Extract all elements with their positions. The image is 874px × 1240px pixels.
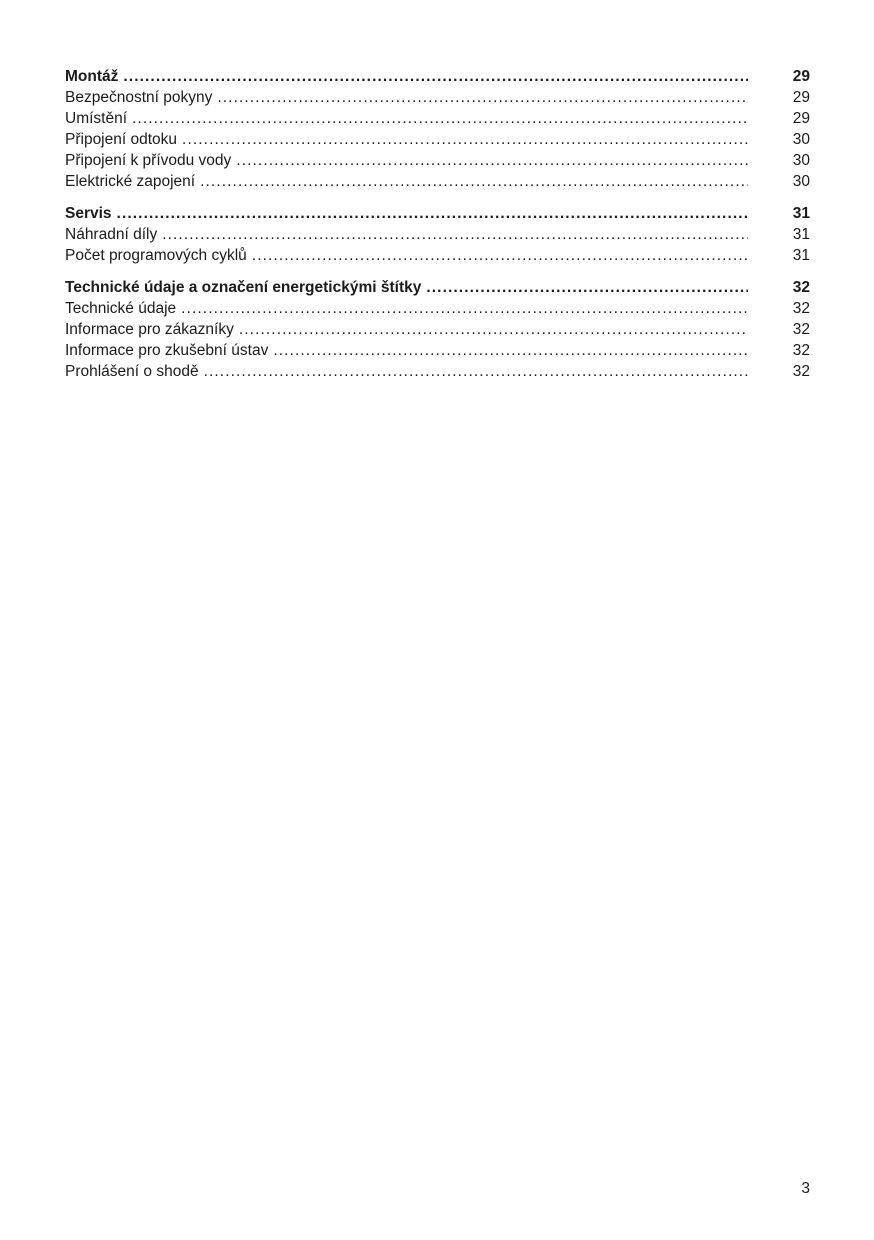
toc-entry-label: Technické údaje [65, 300, 177, 317]
toc-entry-label: Počet programových cyklů [65, 247, 247, 264]
toc-item-row [65, 150, 810, 171]
dotted-leader [182, 129, 748, 150]
toc-entry-page: 29 [792, 110, 810, 127]
dotted-leader [162, 224, 748, 245]
toc-item-row [65, 245, 810, 266]
toc-entry-label: Připojení k přívodu vody [65, 152, 232, 169]
toc-entry-page: 32 [792, 300, 810, 317]
toc-item-row [65, 340, 810, 361]
toc-entry-label: Náhradní díly [65, 226, 158, 243]
toc-item-row [65, 224, 810, 245]
toc-entry-page: 29 [792, 89, 810, 106]
toc-entry-page: 31 [792, 247, 810, 264]
toc-item-row [65, 319, 810, 340]
toc-section-row [65, 66, 810, 87]
toc-entry-label: Informace pro zkušební ústav [65, 342, 269, 359]
toc-entry-page: 31 [792, 226, 810, 243]
dotted-leader [426, 277, 748, 298]
dotted-leader [132, 108, 748, 129]
dotted-leader [273, 340, 748, 361]
dotted-leader [217, 87, 748, 108]
toc-item-row [65, 87, 810, 108]
toc-entry-page: 31 [792, 205, 810, 222]
toc-entry-page: 32 [792, 321, 810, 338]
toc-entry-label: Elektrické zapojení [65, 173, 196, 190]
toc-entry-label: Připojení odtoku [65, 131, 178, 148]
toc-entry-label: Informace pro zákazníky [65, 321, 234, 338]
toc-section-row [65, 203, 810, 224]
toc-entry-page: 29 [792, 68, 810, 85]
toc-entry-page: 30 [792, 173, 810, 190]
table-of-contents [65, 66, 810, 382]
toc-entry-label: Montáž [65, 68, 119, 85]
toc-entry-label: Bezpečnostní pokyny [65, 89, 213, 106]
dotted-leader [252, 245, 748, 266]
toc-entry-label: Prohlášení o shodě [65, 363, 199, 380]
toc-item-row [65, 298, 810, 319]
toc-item-row [65, 108, 810, 129]
toc-entry-page: 32 [792, 342, 810, 359]
toc-entry-page: 30 [792, 152, 810, 169]
dotted-leader [117, 203, 748, 224]
toc-entry-page: 32 [792, 363, 810, 380]
toc-item-row [65, 129, 810, 150]
toc-entry-page: 30 [792, 131, 810, 148]
dotted-leader [236, 150, 748, 171]
toc-entry-label: Technické údaje a označení energetickými štítky [65, 279, 422, 296]
dotted-leader [123, 66, 748, 87]
toc-entry-page: 32 [792, 279, 810, 296]
dotted-leader [200, 171, 748, 192]
dotted-leader [181, 298, 748, 319]
footer-page-number: 3 [801, 1180, 810, 1197]
toc-entry-label: Servis [65, 205, 112, 222]
dotted-leader [204, 361, 748, 382]
toc-item-row [65, 171, 810, 192]
dotted-leader [239, 319, 748, 340]
toc-entry-label: Umístění [65, 110, 128, 127]
toc-item-row [65, 361, 810, 382]
toc-section-row [65, 277, 810, 298]
